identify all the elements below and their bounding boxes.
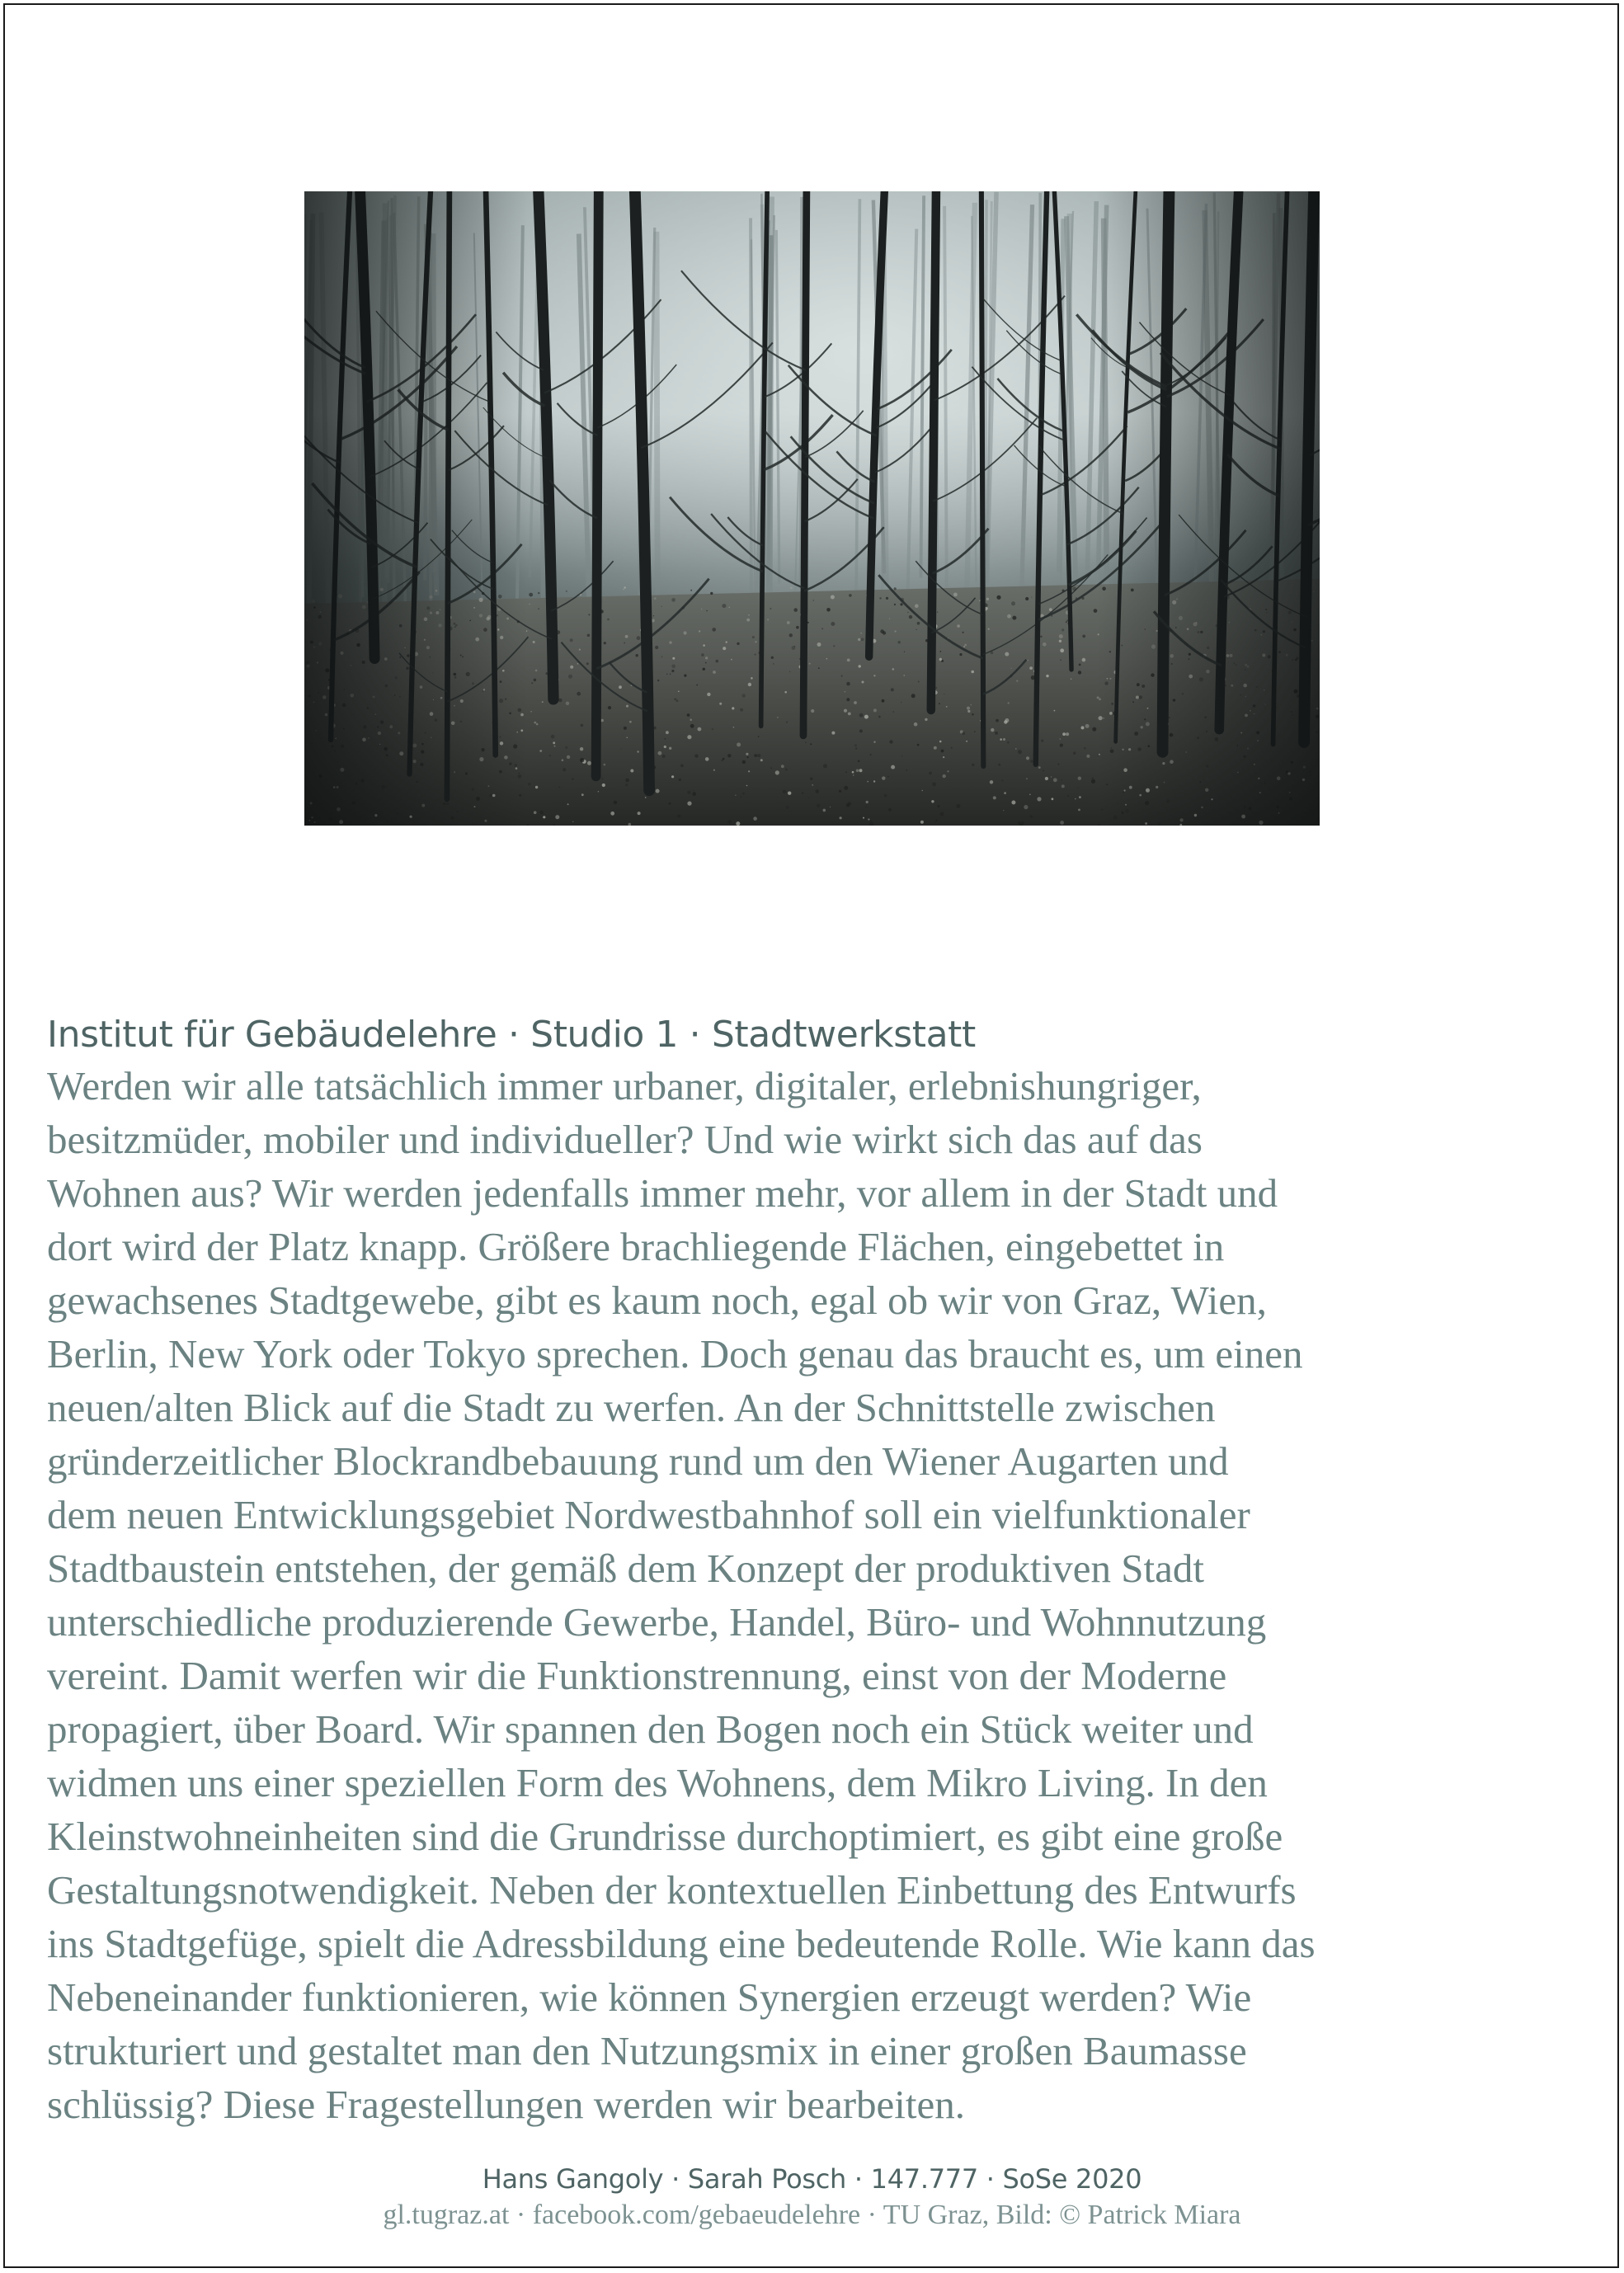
sources-line: gl.tugraz.at · facebook.com/gebaeudelehre · TU Graz, Bild: © Patrick Miara bbox=[383, 2200, 1241, 2230]
institute-heading: Institut für Gebäudelehre · Studio 1 · Stadtwerkstatt bbox=[47, 1014, 976, 1056]
credits-line: Hans Gangoly · Sarah Posch · 147.777 · SoSe 2020 bbox=[482, 2163, 1142, 2195]
description-line: Nebeneinander funktionieren, wie können Synergien erzeugt werden? Wie bbox=[47, 1974, 1252, 2020]
description-line: Berlin, New York oder Tokyo sprechen. Doch genau das braucht es, um einen bbox=[47, 1331, 1303, 1377]
description-line: strukturiert und gestaltet man den Nutzungsmix in einer großen Baumasse bbox=[47, 2028, 1247, 2073]
description-line: Werden wir alle tatsächlich immer urbaner, digitaler, erlebnishungriger, bbox=[47, 1063, 1202, 1108]
description-line: Gestaltungsnotwendigkeit. Neben der kontextuellen Einbettung des Entwurfs bbox=[47, 1867, 1297, 1913]
description-line: gewachsenes Stadtgewebe, gibt es kaum noch, egal ob wir von Graz, Wien, bbox=[47, 1278, 1267, 1323]
description-line: Wohnen aus? Wir werden jedenfalls immer mehr, vor allem in der Stadt und bbox=[47, 1170, 1278, 1216]
description-line: ins Stadtgefüge, spielt die Adressbildung eine bedeutende Rolle. Wie kann das bbox=[47, 1921, 1316, 1966]
description-line: unterschiedliche produzierende Gewerbe, Handel, Büro- und Wohnnutzung bbox=[47, 1599, 1267, 1645]
forest-photo bbox=[304, 191, 1320, 826]
description-line: Stadtbaustein entstehen, der gemäß dem Konzept der produktiven Stadt bbox=[47, 1546, 1204, 1591]
description-line: besitzmüder, mobiler und individueller? Und wie wirkt sich das auf das bbox=[47, 1117, 1203, 1162]
description-line: vereint. Damit werfen wir die Funktionstrennung, einst von der Moderne bbox=[47, 1653, 1227, 1698]
forest-image bbox=[304, 191, 1320, 826]
description-line: widmen uns einer speziellen Form des Wohnens, dem Mikro Living. In den bbox=[47, 1760, 1268, 1805]
description-line: dem neuen Entwicklungsgebiet Nordwestbahnhof soll ein vielfunktionaler bbox=[47, 1492, 1250, 1537]
description-line: dort wird der Platz knapp. Größere brachliegende Flächen, eingebettet in bbox=[47, 1224, 1225, 1269]
description-line: propagiert, über Board. Wir spannen den Bogen noch ein Stück weiter und bbox=[47, 1706, 1254, 1752]
description-line: gründerzeitlicher Blockrandbebauung rund um den Wiener Augarten und bbox=[47, 1438, 1229, 1484]
description-line: neuen/alten Blick auf die Stadt zu werfen. An der Schnittstelle zwischen bbox=[47, 1385, 1216, 1430]
description-line: schlüssig? Diese Fragestellungen werden wir bearbeiten. bbox=[47, 2082, 966, 2127]
studio-description bbox=[47, 1059, 1581, 2131]
description-line: Kleinstwohneinheiten sind die Grundrisse durchoptimiert, es gibt eine große bbox=[47, 1814, 1283, 1859]
